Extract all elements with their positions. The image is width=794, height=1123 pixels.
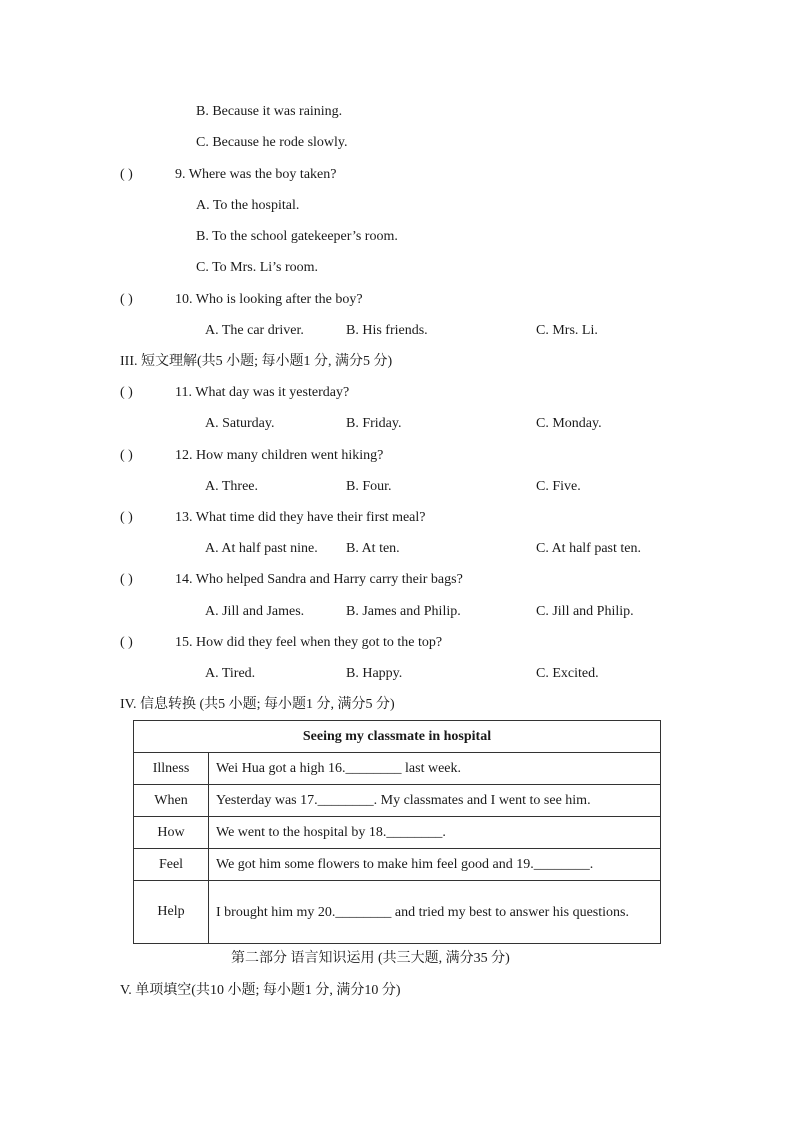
q13-option-c: C. At half past ten. [536, 541, 641, 556]
row-label-when: When [134, 785, 209, 817]
table-row [134, 753, 661, 785]
q14-option-b: B. James and Philip. [346, 604, 461, 619]
table-row [134, 817, 661, 849]
row-content-how: We went to the hospital by 18.________. [209, 817, 661, 849]
part-2-heading: 第二部分 语言知识运用 (共三大题, 满分35 分) [231, 951, 510, 966]
q12-question: 12. How many children went hiking? [175, 448, 384, 463]
q11-option-b: B. Friday. [346, 416, 402, 431]
q11-option-c: C. Monday. [536, 416, 602, 431]
q13-option-a: A. At half past nine. [205, 541, 318, 556]
row-label-how: How [134, 817, 209, 849]
q13-question: 13. What time did they have their first meal? [175, 510, 426, 525]
row-label-help: Help [134, 881, 209, 944]
q12-option-b: B. Four. [346, 479, 392, 494]
q10-option-b: B. His friends. [346, 323, 428, 338]
q14-option-a: A. Jill and James. [205, 604, 305, 619]
q8-option-c: C. Because he rode slowly. [196, 135, 348, 150]
q10-option-c: C. Mrs. Li. [536, 323, 598, 338]
q9-question: 9. Where was the boy taken? [175, 167, 337, 182]
q14-answer-blank: ( ) [120, 572, 133, 587]
q15-option-b: B. Happy. [346, 666, 403, 681]
q14-option-c: C. Jill and Philip. [536, 604, 634, 619]
row-label-illness: Illness [134, 753, 209, 785]
q9-option-a: A. To the hospital. [196, 198, 300, 213]
info-transfer-table [133, 720, 661, 944]
q14-question: 14. Who helped Sandra and Harry carry their bags? [175, 572, 463, 587]
row-content-help: I brought him my 20.________ and tried my best to answer his questions. [209, 881, 661, 944]
q15-question: 15. How did they feel when they got to the top? [175, 635, 443, 650]
q12-option-a: A. Three. [205, 479, 258, 494]
q9-option-b: B. To the school gatekeeper’s room. [196, 229, 398, 244]
q12-option-c: C. Five. [536, 479, 581, 494]
q10-answer-blank: ( ) [120, 292, 133, 307]
q11-question: 11. What day was it yesterday? [175, 385, 350, 400]
q12-answer-blank: ( ) [120, 448, 133, 463]
q11-answer-blank: ( ) [120, 385, 133, 400]
row-content-illness: Wei Hua got a high 16.________ last week. [209, 753, 661, 785]
q13-answer-blank: ( ) [120, 510, 133, 525]
q10-option-a: A. The car driver. [205, 323, 304, 338]
q8-option-b: B. Because it was raining. [196, 104, 343, 119]
table-title: Seeing my classmate in hospital [134, 721, 661, 753]
section-4-heading: IV. 信息转换 (共5 小题; 每小题1 分, 满分5 分) [120, 697, 395, 712]
table-title-row [134, 721, 661, 753]
table-row [134, 881, 661, 944]
q10-question: 10. Who is looking after the boy? [175, 292, 363, 307]
section-3-heading: III. 短文理解(共5 小题; 每小题1 分, 满分5 分) [120, 354, 393, 369]
row-label-feel: Feel [134, 849, 209, 881]
q15-answer-blank: ( ) [120, 635, 133, 650]
table-row [134, 785, 661, 817]
row-content-feel: We got him some flowers to make him feel good and 19.________. [209, 849, 661, 881]
q15-option-a: A. Tired. [205, 666, 256, 681]
q13-option-b: B. At ten. [346, 541, 400, 556]
q9-option-c: C. To Mrs. Li’s room. [196, 260, 319, 275]
q9-answer-blank: ( ) [120, 167, 133, 182]
row-content-when: Yesterday was 17.________. My classmates and I went to see him. [209, 785, 661, 817]
table-row [134, 849, 661, 881]
section-5-heading: V. 单项填空(共10 小题; 每小题1 分, 满分10 分) [120, 983, 401, 998]
q15-option-c: C. Excited. [536, 666, 599, 681]
q11-option-a: A. Saturday. [205, 416, 275, 431]
